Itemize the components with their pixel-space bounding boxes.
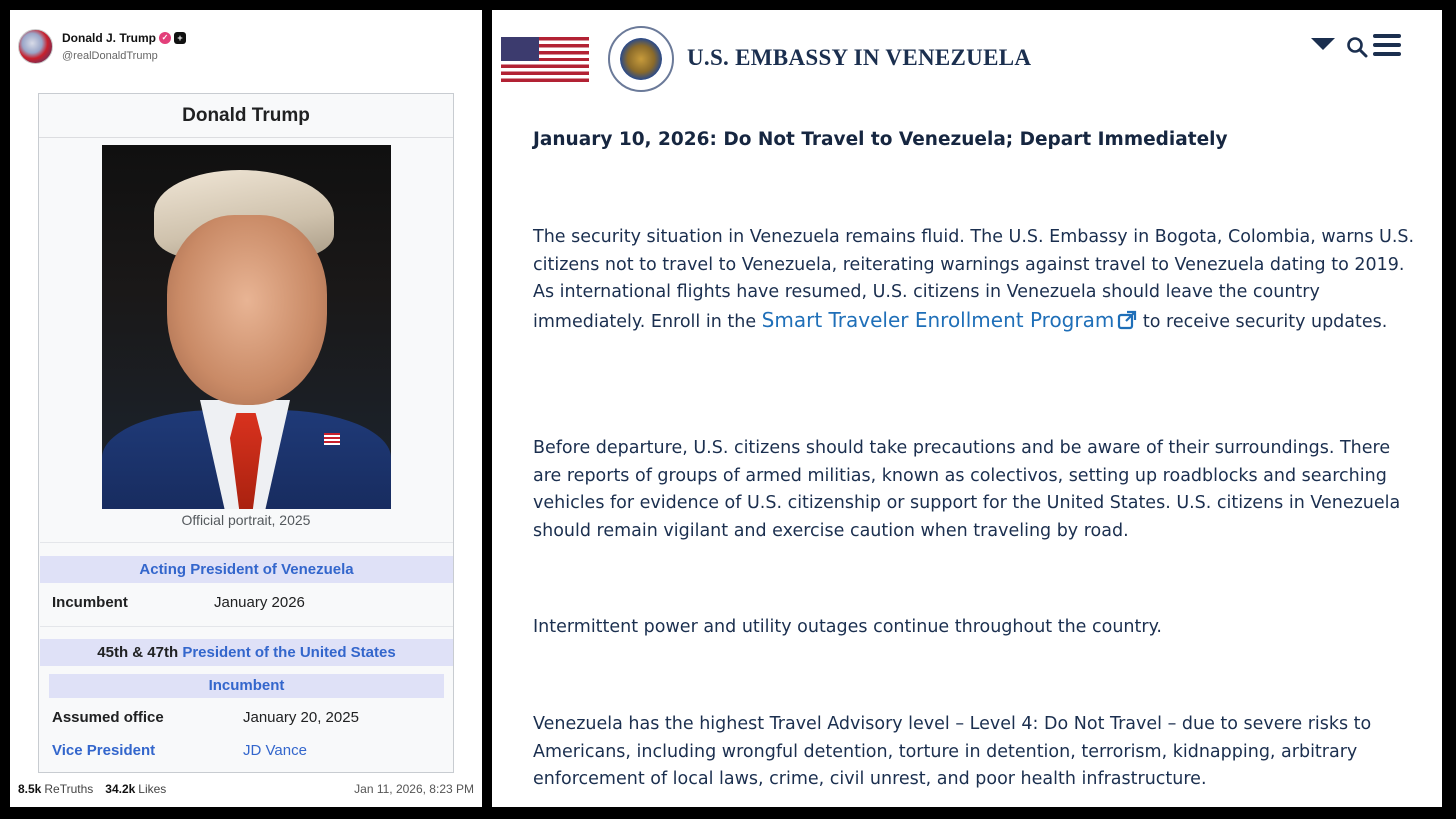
post-header	[18, 26, 186, 66]
author-handle[interactable]: @realDonaldTrump	[62, 49, 158, 62]
avatar[interactable]	[18, 29, 53, 64]
row-key: Assumed office	[52, 709, 164, 726]
portrait-image	[102, 145, 391, 509]
section-acting-president[interactable]	[40, 556, 453, 583]
flag-pin-icon	[324, 433, 340, 445]
post-footer	[18, 782, 474, 796]
external-link-icon[interactable]	[1117, 310, 1137, 330]
verified-icon: ✓	[159, 32, 171, 44]
row-value: January 20, 2025	[243, 709, 359, 726]
section-president-us	[40, 639, 453, 666]
paragraph-3: Intermittent power and utility outages continue throughout the country.	[533, 617, 1162, 637]
retruths-stat[interactable]: 8.5k ReTruths	[18, 782, 94, 796]
smart-traveler-link[interactable]: Smart Traveler Enrollment Program	[761, 307, 1115, 332]
us-flag-icon	[501, 37, 589, 82]
row-value: January 2026	[214, 594, 305, 611]
author-name[interactable]: Donald J. Trump	[62, 30, 157, 45]
embassy-page	[492, 10, 1442, 807]
section-president-prefix: 45th & 47th	[97, 644, 179, 661]
paragraph-4: Venezuela has the highest Travel Advisory level – Level 4: Do Not Travel – due to severe risks to Americans, including wrongful detention, torture in detention, terrorism, kidnapping, arbitrary enforcement of local laws, crime, civil unrest, and poor health infrastructure.	[533, 714, 1372, 790]
section-incumbent-sub[interactable]: Incumbent	[49, 674, 444, 698]
infobox-row-assumed	[39, 709, 453, 731]
embassy-seal-icon[interactable]	[608, 26, 674, 92]
author-info	[62, 31, 186, 62]
infobox-row-vp	[39, 742, 453, 764]
paragraph-2: Before departure, U.S. citizens should take precautions and be aware of their surroundings. There are reports of groups of armed militias, known as colectivos, setting up roadblocks and searching vehicles for evidence of U.S. citizenship or support for the United States. U.S. citizens in Venezuela should remain vigilant and exercise caution when traveling by road.	[533, 438, 1401, 541]
hamburger-menu-icon[interactable]	[1373, 34, 1401, 58]
row-key: Incumbent	[52, 594, 128, 611]
article-headline: January 10, 2026: Do Not Travel to Venezuela; Depart Immediately	[533, 129, 1228, 150]
president-us-link[interactable]: President of the United States	[182, 644, 396, 661]
post-timestamp[interactable]: Jan 11, 2026, 8:23 PM	[354, 782, 474, 796]
infobox-title: Donald Trump	[39, 94, 453, 138]
badge-icon: +	[174, 32, 186, 44]
paragraph-1: The security situation in Venezuela remains fluid. The U.S. Embassy in Bogota, Colombia, warns U.S. citizens not to travel to Venezuela, reiterating warnings against travel to Venezuela dating to 2019. As international flights have resumed, U.S. citizens in Venezuela should leave the country immediately. Enroll in the Smart Traveler Enrollment Program to receive security updates.	[533, 227, 1415, 332]
search-icon[interactable]	[1346, 36, 1368, 58]
infobox-row-incumbent	[39, 594, 453, 616]
site-title[interactable]: U.S. EMBASSY IN VENEZUELA	[687, 45, 1032, 70]
dropdown-icon[interactable]	[1311, 38, 1335, 50]
wiki-infobox	[38, 93, 454, 773]
row-key-link[interactable]: Vice President	[52, 742, 156, 759]
section-acting-president-label[interactable]: Acting President of Venezuela	[139, 561, 354, 578]
likes-stat[interactable]: 34.2k Likes	[105, 782, 167, 796]
vp-link[interactable]: JD Vance	[243, 742, 307, 759]
social-post	[10, 10, 482, 807]
portrait-caption: Official portrait, 2025	[181, 512, 311, 528]
